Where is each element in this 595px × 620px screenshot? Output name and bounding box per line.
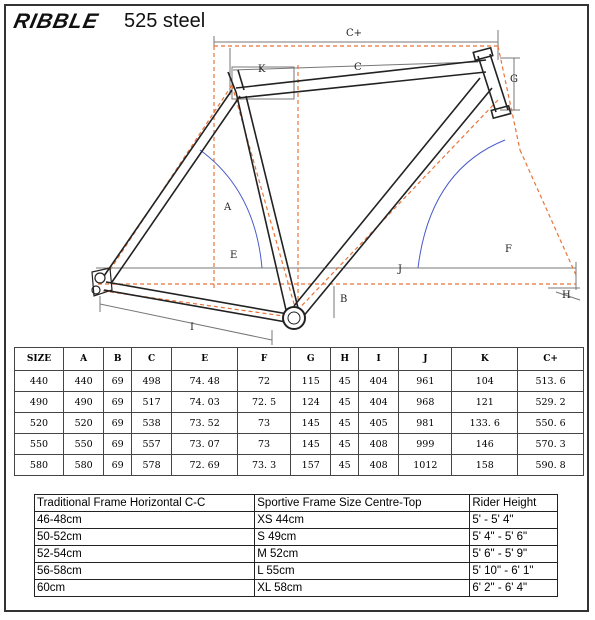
- table-cell: 69: [104, 413, 132, 434]
- model-title: 525 steel: [124, 10, 206, 32]
- table-cell: 6' 2" - 6' 4": [470, 580, 558, 597]
- size-guide-table: [34, 494, 558, 597]
- table-cell: 513. 6: [518, 371, 584, 392]
- table-cell: 405: [358, 413, 398, 434]
- table-row: [15, 413, 584, 434]
- table-cell: 5' 4" - 5' 6": [470, 529, 558, 546]
- table-cell: 580: [64, 455, 104, 476]
- table-row: [15, 371, 584, 392]
- geometry-header-cell: C: [131, 348, 171, 371]
- geometry-header-cell: C+: [518, 348, 584, 371]
- table-cell: 570. 3: [518, 434, 584, 455]
- size-guide-table-body: [35, 512, 558, 597]
- table-cell: 408: [358, 455, 398, 476]
- table-cell: 578: [131, 455, 171, 476]
- table-cell: 45: [331, 413, 359, 434]
- table-cell: 72. 5: [238, 392, 291, 413]
- table-cell: 52-54cm: [35, 546, 255, 563]
- geometry-header-cell: H: [331, 348, 359, 371]
- geometry-header-cell: B: [104, 348, 132, 371]
- size-guide-header-row: [35, 495, 558, 512]
- table-cell: L 55cm: [255, 563, 470, 580]
- table-cell: 145: [291, 413, 331, 434]
- geometry-header-cell: SIZE: [15, 348, 64, 371]
- table-cell: XS 44cm: [255, 512, 470, 529]
- table-cell: 146: [452, 434, 518, 455]
- table-cell: 45: [331, 392, 359, 413]
- table-cell: 498: [131, 371, 171, 392]
- table-cell: 968: [399, 392, 452, 413]
- table-cell: 50-52cm: [35, 529, 255, 546]
- geometry-header-row: [15, 348, 584, 371]
- label-c: C: [354, 62, 362, 73]
- table-cell: 520: [15, 413, 64, 434]
- label-h: H: [562, 290, 571, 301]
- table-cell: 69: [104, 392, 132, 413]
- table-row: [35, 580, 558, 597]
- table-cell: 590. 8: [518, 455, 584, 476]
- label-k: K: [258, 64, 266, 75]
- label-e: E: [230, 250, 238, 261]
- table-row: [35, 563, 558, 580]
- table-cell: 72. 69: [172, 455, 238, 476]
- table-cell: 981: [399, 413, 452, 434]
- geometry-table-body: [15, 371, 584, 476]
- label-a: A: [224, 202, 232, 213]
- table-row: [15, 434, 584, 455]
- frame-tubes: [104, 48, 511, 322]
- table-cell: 74. 03: [172, 392, 238, 413]
- table-cell: XL 58cm: [255, 580, 470, 597]
- table-cell: 73: [238, 413, 291, 434]
- size-guide-header-cell: Rider Height: [470, 495, 558, 512]
- table-cell: 73. 52: [172, 413, 238, 434]
- table-row: [35, 546, 558, 563]
- table-cell: 961: [399, 371, 452, 392]
- table-cell: 73: [238, 434, 291, 455]
- label-c-plus: C+: [346, 28, 363, 39]
- table-cell: 133. 6: [452, 413, 518, 434]
- table-cell: S 49cm: [255, 529, 470, 546]
- label-i: I: [190, 322, 194, 333]
- label-g: G: [510, 74, 518, 85]
- geometry-header-cell: E: [172, 348, 238, 371]
- geometry-header-cell: I: [358, 348, 398, 371]
- table-cell: 557: [131, 434, 171, 455]
- table-cell: 404: [358, 392, 398, 413]
- table-cell: 72: [238, 371, 291, 392]
- table-cell: 517: [131, 392, 171, 413]
- table-cell: M 52cm: [255, 546, 470, 563]
- geometry-table: [14, 347, 584, 476]
- table-cell: 1012: [399, 455, 452, 476]
- table-row: [35, 512, 558, 529]
- table-cell: 69: [104, 371, 132, 392]
- geometry-header-cell: G: [291, 348, 331, 371]
- table-cell: 69: [104, 434, 132, 455]
- brand-logo: RIBBLE: [11, 10, 101, 33]
- table-cell: 999: [399, 434, 452, 455]
- table-cell: 538: [131, 413, 171, 434]
- table-cell: 550. 6: [518, 413, 584, 434]
- table-cell: 440: [15, 371, 64, 392]
- table-row: [15, 392, 584, 413]
- angle-arcs: [200, 140, 505, 268]
- table-cell: 158: [452, 455, 518, 476]
- table-cell: 45: [331, 371, 359, 392]
- table-cell: 56-58cm: [35, 563, 255, 580]
- size-guide-header-cell: Traditional Frame Horizontal C-C: [35, 495, 255, 512]
- table-cell: 74. 48: [172, 371, 238, 392]
- table-cell: 157: [291, 455, 331, 476]
- table-cell: 73. 3: [238, 455, 291, 476]
- size-guide-header-cell: Sportive Frame Size Centre-Top: [255, 495, 470, 512]
- table-cell: 580: [15, 455, 64, 476]
- table-cell: 45: [331, 455, 359, 476]
- table-row: [35, 529, 558, 546]
- table-cell: 45: [331, 434, 359, 455]
- label-b: B: [340, 294, 348, 305]
- table-cell: 520: [64, 413, 104, 434]
- table-cell: 124: [291, 392, 331, 413]
- geometry-header-cell: J: [399, 348, 452, 371]
- table-cell: 529. 2: [518, 392, 584, 413]
- table-cell: 121: [452, 392, 518, 413]
- table-cell: 104: [452, 371, 518, 392]
- table-cell: 69: [104, 455, 132, 476]
- table-cell: 440: [64, 371, 104, 392]
- table-cell: 490: [64, 392, 104, 413]
- table-row: [15, 455, 584, 476]
- table-cell: 5' - 5' 4": [470, 512, 558, 529]
- geometry-header-cell: F: [238, 348, 291, 371]
- table-cell: 60cm: [35, 580, 255, 597]
- table-cell: 550: [15, 434, 64, 455]
- table-cell: 145: [291, 434, 331, 455]
- table-cell: 46-48cm: [35, 512, 255, 529]
- label-f: F: [505, 244, 512, 255]
- table-cell: 5' 10" - 6' 1": [470, 563, 558, 580]
- table-cell: 115: [291, 371, 331, 392]
- geometry-header-cell: A: [64, 348, 104, 371]
- table-cell: 5' 6" - 5' 9": [470, 546, 558, 563]
- label-j: J: [398, 264, 403, 275]
- table-cell: 73. 07: [172, 434, 238, 455]
- geometry-header-cell: K: [452, 348, 518, 371]
- table-cell: 550: [64, 434, 104, 455]
- table-cell: 408: [358, 434, 398, 455]
- table-cell: 490: [15, 392, 64, 413]
- table-cell: 404: [358, 371, 398, 392]
